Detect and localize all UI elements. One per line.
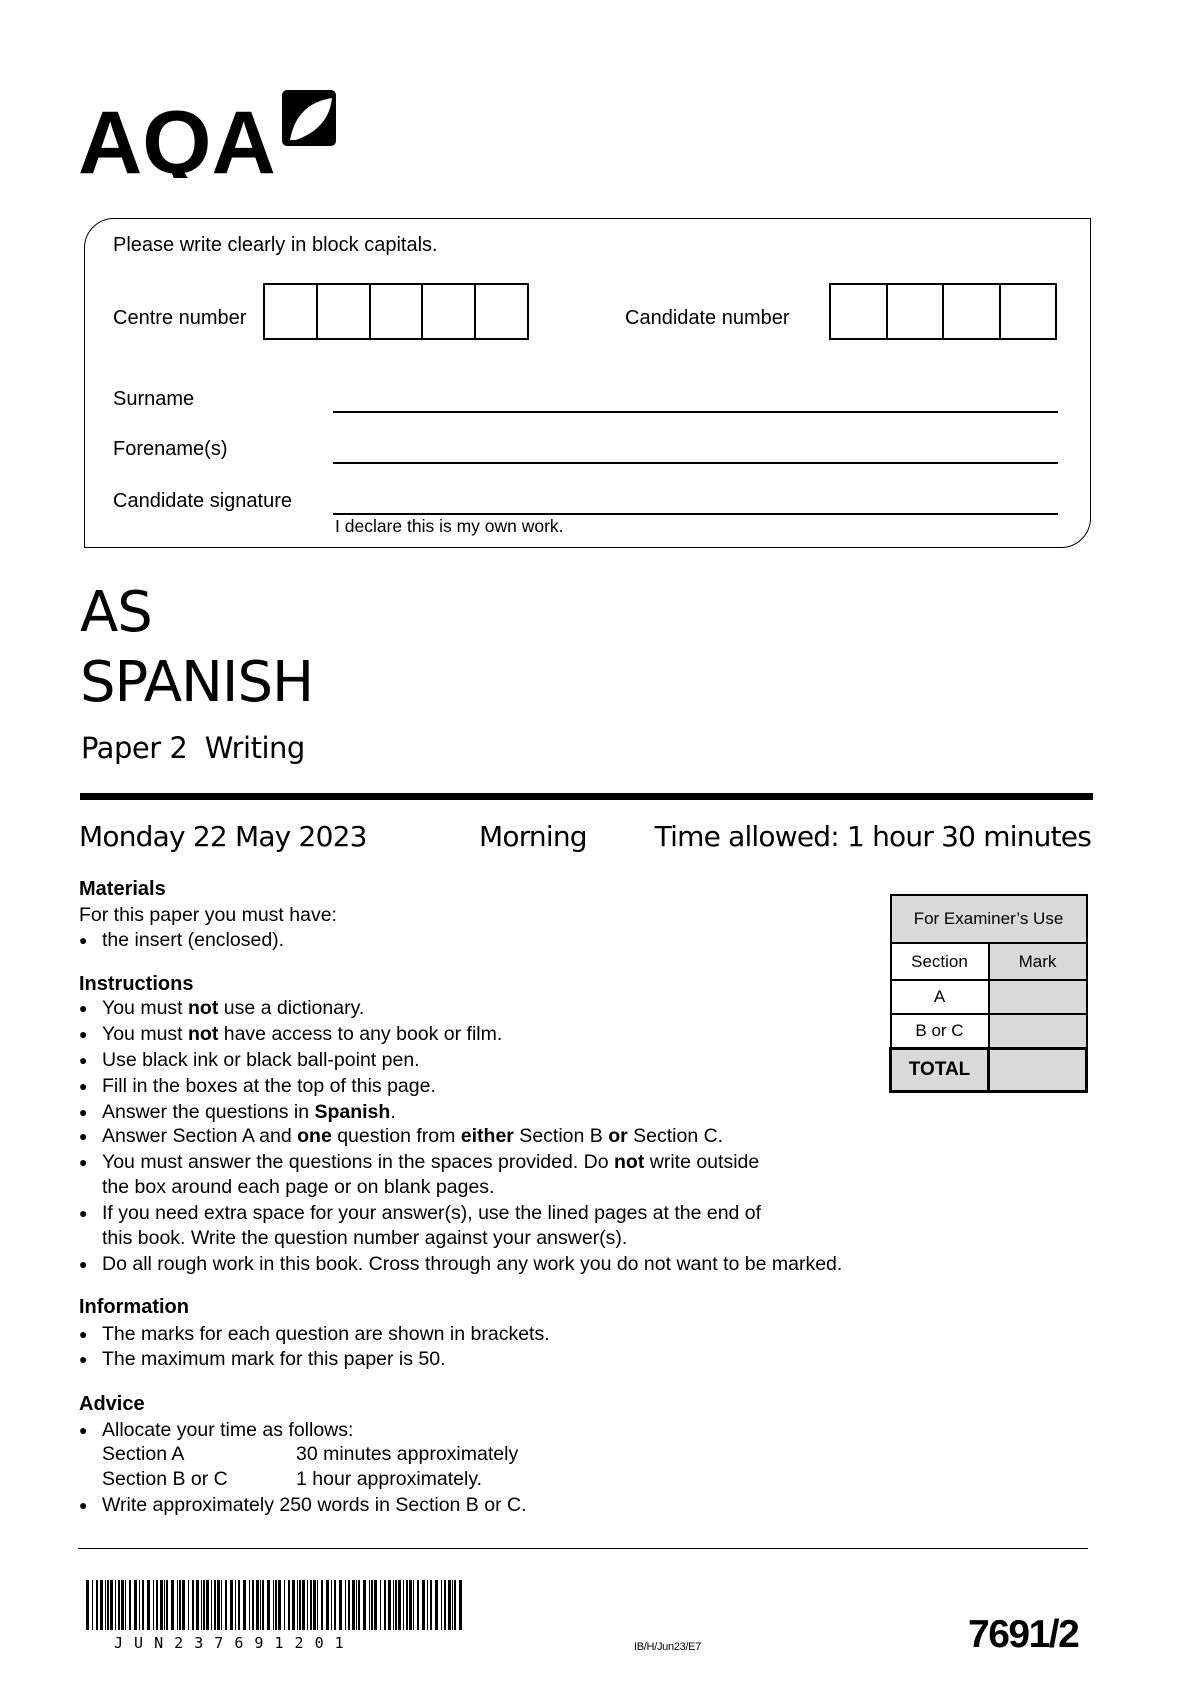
instruction-text: Fill in the boxes at the top of this page.: [102, 1075, 436, 1097]
barcode-bar: [358, 1580, 360, 1630]
bullet-icon: ●: [79, 1256, 88, 1272]
barcode-bar: [203, 1580, 205, 1630]
emphasis-text: or: [608, 1125, 628, 1147]
section-column-header: Section: [891, 943, 989, 980]
forename-field[interactable]: [333, 462, 1058, 464]
emphasis-text: Spanish: [314, 1101, 391, 1123]
materials-intro: For this paper you must have:: [79, 904, 337, 926]
title-divider: [80, 793, 1093, 800]
bullet-icon: ●: [79, 1205, 88, 1221]
barcode-bar: [107, 1580, 109, 1630]
centre-number-label: Centre number: [113, 307, 247, 329]
barcode-bar: [105, 1580, 106, 1630]
instruction-text: Section C.: [627, 1125, 724, 1147]
total-label: TOTAL: [891, 1048, 989, 1091]
barcode-bar: [363, 1580, 366, 1630]
barcode-bar: [211, 1580, 212, 1630]
barcode-bar: [452, 1580, 453, 1630]
barcode-bar: [398, 1580, 401, 1630]
examiner-table-title: For Examiner’s Use: [891, 895, 1087, 943]
barcode-bar: [380, 1580, 381, 1630]
barcode-bar: [160, 1580, 163, 1630]
barcode-bar: [115, 1580, 116, 1630]
barcode-bar: [171, 1580, 174, 1630]
bullet-icon: ●: [79, 1351, 88, 1367]
barcode-bar: [422, 1580, 425, 1630]
barcode-bar: [388, 1580, 391, 1630]
qualification-level: AS: [80, 580, 152, 645]
barcode-bar: [339, 1580, 342, 1630]
barcode-bar: [441, 1580, 442, 1630]
logo-text: AQA: [78, 92, 276, 178]
candidate-number-label: Candidate number: [625, 307, 790, 329]
barcode-bar: [96, 1580, 98, 1630]
bullet-icon: ●: [79, 1000, 88, 1016]
paper-component: Writing: [204, 731, 305, 765]
barcode-bar: [164, 1580, 165, 1630]
barcode-bar: [310, 1580, 312, 1630]
declaration-text: I declare this is my own work.: [335, 516, 564, 536]
emphasis-text: not: [614, 1151, 645, 1173]
allocation-section: Section B or C: [102, 1468, 228, 1490]
information-item: The marks for each question are shown in brackets.: [102, 1323, 550, 1345]
barcode-bar: [121, 1580, 124, 1630]
barcode-bar: [321, 1580, 323, 1630]
barcode-bar: [182, 1580, 185, 1630]
barcode-bar: [214, 1580, 216, 1630]
bullet-icon: ●: [79, 1128, 88, 1144]
barcode-bar: [345, 1580, 346, 1630]
allocation-time: 1 hour approximately.: [296, 1468, 483, 1490]
barcode-bar: [393, 1580, 394, 1630]
barcode-bar: [430, 1580, 432, 1630]
centre-number-input[interactable]: [263, 283, 529, 340]
barcode-bar: [156, 1580, 158, 1630]
total-mark-cell: [989, 1048, 1087, 1091]
bullet-icon: ●: [79, 1154, 88, 1170]
barcode-bar: [417, 1580, 419, 1630]
materials-heading: Materials: [79, 878, 166, 900]
instruction-text: You must answer the questions in the spaces provided. Do: [102, 1151, 614, 1173]
barcode-bar: [249, 1580, 250, 1630]
barcode-bar: [235, 1580, 236, 1630]
barcode-bar: [225, 1580, 227, 1630]
barcode-bar: [307, 1580, 308, 1630]
barcode-bar: [326, 1580, 329, 1630]
barcode-bar: [427, 1580, 428, 1630]
signature-field[interactable]: [333, 513, 1058, 515]
barcode-bar: [313, 1580, 316, 1630]
barcode-bar: [299, 1580, 301, 1630]
barcode: [86, 1580, 466, 1630]
barcode-bar: [409, 1580, 412, 1630]
instruction-text: question from: [331, 1125, 461, 1147]
instruction-item: [102, 1252, 842, 1276]
instruction-item: [102, 1201, 761, 1225]
barcode-bar: [206, 1580, 209, 1630]
barcode-bar: [348, 1580, 350, 1630]
advice-item: Write approximately 250 words in Section B or C.: [102, 1494, 527, 1516]
instruction-item: [102, 996, 364, 1020]
section-label: B or C: [891, 1014, 989, 1048]
barcode-bar: [221, 1580, 222, 1630]
barcode-bar: [243, 1580, 246, 1630]
paper-code: 7691/2: [968, 1613, 1079, 1656]
barcode-bar: [352, 1580, 355, 1630]
barcode-bar: [273, 1580, 274, 1630]
barcode-bar: [384, 1580, 386, 1630]
barcode-bar: [252, 1580, 254, 1630]
instruction-text: You must: [102, 997, 188, 1019]
barcode-bar: [435, 1580, 438, 1630]
instruction-item: [102, 1124, 723, 1148]
barcode-bar: [317, 1580, 318, 1630]
bullet-icon: ●: [79, 932, 88, 948]
barcode-bar: [125, 1580, 126, 1630]
materials-item: the insert (enclosed).: [102, 929, 285, 951]
barcode-bar: [179, 1580, 181, 1630]
bullet-icon: ●: [79, 1104, 88, 1120]
information-item: The maximum mark for this paper is 50.: [102, 1348, 446, 1370]
information-heading: Information: [79, 1296, 189, 1318]
barcode-bar: [188, 1580, 189, 1630]
instruction-text: Use black ink or black ball-point pen.: [102, 1049, 420, 1071]
instruction-item: [102, 1100, 396, 1124]
barcode-bar: [230, 1580, 233, 1630]
barcode-bar: [267, 1580, 270, 1630]
barcode-bar: [134, 1580, 137, 1630]
instruction-text: Section B: [513, 1125, 609, 1147]
barcode-bar: [356, 1580, 357, 1630]
emphasis-text: not: [188, 997, 219, 1019]
barcode-bar: [177, 1580, 178, 1630]
barcode-bar: [217, 1580, 220, 1630]
advice-item: Allocate your time as follows:: [102, 1419, 354, 1441]
emphasis-text: one: [297, 1125, 332, 1147]
subject-title: SPANISH: [80, 650, 314, 715]
surname-label: Surname: [113, 388, 195, 410]
allocation-time: 30 minutes approximately: [296, 1443, 519, 1465]
instruction-text: have access to any book or film.: [218, 1023, 503, 1045]
instruction-text: Answer the questions in: [102, 1101, 315, 1123]
emphasis-text: either: [460, 1125, 514, 1147]
instructions-heading: Instructions: [79, 973, 194, 995]
barcode-bar: [444, 1580, 446, 1630]
barcode-text: J U N 2 3 7 6 9 1 2 0 1: [114, 1634, 345, 1652]
barcode-bar: [110, 1580, 113, 1630]
barcode-bar: [395, 1580, 397, 1630]
barcode-bar: [256, 1580, 259, 1630]
barcode-bar: [278, 1580, 281, 1630]
barcode-bar: [118, 1580, 120, 1630]
paper-title: [81, 730, 305, 766]
surname-field[interactable]: [333, 411, 1058, 413]
instruction-text: You must: [102, 1023, 188, 1045]
emphasis-text: not: [188, 1023, 219, 1045]
instruction-text: the box around each page or on blank pages.: [102, 1176, 495, 1198]
time-allowed: Time allowed: 1 hour 30 minutes: [654, 820, 1091, 853]
barcode-bar: [288, 1580, 290, 1630]
barcode-bar: [147, 1580, 150, 1630]
instruction-text: use a dictionary.: [218, 997, 365, 1019]
paper-reference: IB/H/Jun23/E7: [634, 1641, 702, 1653]
barcode-bar: [238, 1580, 240, 1630]
instruction-item: [102, 1175, 494, 1199]
allocation-section: Section A: [102, 1443, 185, 1465]
barcode-bar: [284, 1580, 285, 1630]
barcode-bar: [371, 1580, 373, 1630]
exam-session: Morning: [479, 820, 587, 853]
barcode-bar: [369, 1580, 370, 1630]
barcode-bar: [166, 1580, 168, 1630]
barcode-bar: [331, 1580, 332, 1630]
instruction-text: Answer Section A and: [102, 1125, 298, 1147]
bullet-icon: ●: [79, 1078, 88, 1094]
barcode-bar: [129, 1580, 131, 1630]
instruction-item: [102, 1022, 502, 1046]
barcode-bar: [374, 1580, 377, 1630]
signature-label: Candidate signature: [113, 490, 293, 512]
barcode-bar: [192, 1580, 194, 1630]
barcode-bar: [448, 1580, 451, 1630]
instruction-text: write outside: [644, 1151, 760, 1173]
instruction-text: If you need extra space for your answer(s), use the lined pages at the end of: [102, 1202, 762, 1224]
barcode-bar: [201, 1580, 202, 1630]
barcode-bar: [100, 1580, 103, 1630]
barcode-bar: [139, 1580, 140, 1630]
barcode-bar: [292, 1580, 295, 1630]
instruction-item: [102, 1150, 759, 1174]
barcode-bar: [403, 1580, 404, 1630]
barcode-bar: [454, 1580, 456, 1630]
section-label: A: [891, 980, 989, 1014]
barcode-bar: [260, 1580, 261, 1630]
instruction-item: [102, 1226, 627, 1250]
bullet-icon: ●: [79, 1497, 88, 1513]
barcode-bar: [334, 1580, 336, 1630]
mark-cell: [989, 1014, 1087, 1048]
block-capitals-instruction: Please write clearly in block capitals.: [113, 234, 438, 256]
instruction-text: .: [390, 1101, 396, 1123]
barcode-bar: [142, 1580, 144, 1630]
examiner-use-table: [889, 894, 1088, 1093]
barcode-bar: [302, 1580, 305, 1630]
bullet-icon: ●: [79, 1026, 88, 1042]
mark-cell: [989, 980, 1087, 1014]
bullet-icon: ●: [79, 1422, 88, 1438]
barcode-bar: [92, 1580, 93, 1630]
barcode-bar: [459, 1580, 462, 1630]
instruction-item: [102, 1048, 420, 1072]
paper-number: Paper 2: [81, 731, 188, 765]
advice-heading: Advice: [79, 1393, 145, 1415]
forename-label: Forename(s): [113, 438, 228, 460]
instruction-text: Do all rough work in this book. Cross through any work you do not want to be marked.: [102, 1253, 843, 1275]
barcode-bar: [262, 1580, 264, 1630]
bullet-icon: ●: [79, 1052, 88, 1068]
exam-date: Monday 22 May 2023: [79, 820, 367, 853]
barcode-bar: [413, 1580, 414, 1630]
footer-divider: [78, 1548, 1088, 1549]
barcode-bar: [275, 1580, 277, 1630]
barcode-bar: [153, 1580, 154, 1630]
candidate-number-input[interactable]: [829, 283, 1057, 340]
leaf-icon: [282, 90, 336, 146]
barcode-bar: [196, 1580, 199, 1630]
instruction-text: this book. Write the question number against your answer(s).: [102, 1227, 628, 1249]
barcode-bar: [297, 1580, 298, 1630]
instruction-item: [102, 1074, 436, 1098]
barcode-bar: [406, 1580, 408, 1630]
mark-column-header: Mark: [989, 943, 1087, 980]
aqa-logo: [78, 88, 340, 183]
barcode-bar: [86, 1580, 89, 1630]
bullet-icon: ●: [79, 1326, 88, 1342]
